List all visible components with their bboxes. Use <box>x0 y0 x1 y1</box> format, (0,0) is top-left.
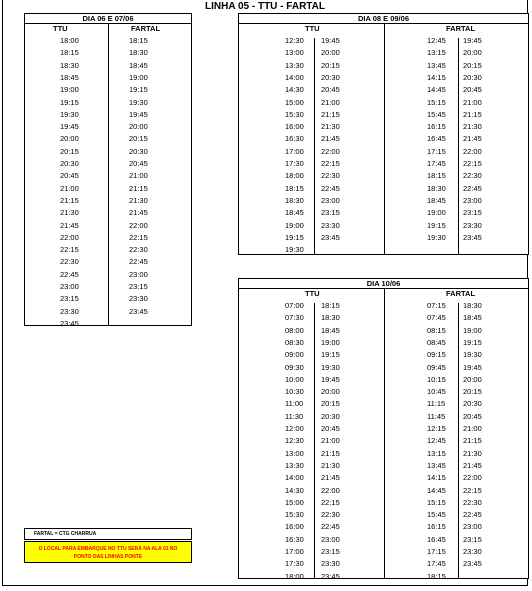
time-cell: 20:00 <box>321 48 340 58</box>
table-heading: DIA 08 E 09/06 <box>239 14 528 24</box>
time-cell: 17:30 <box>285 159 304 168</box>
time-cell: 23:15 <box>321 208 340 218</box>
time-cell: 21:15 <box>321 448 340 458</box>
time-cell: 22:15 <box>60 245 79 255</box>
time-cell: 15:15 <box>427 497 446 507</box>
time-cell: 20:00 <box>463 48 482 58</box>
time-cell: 20:30 <box>321 411 340 421</box>
column-header-fartal: FARTAL <box>446 24 476 33</box>
time-cell: 19:30 <box>285 245 304 255</box>
time-cell: 20:45 <box>60 171 79 181</box>
time-cell: 11:30 <box>285 411 304 421</box>
time-cell: 21:00 <box>321 97 340 107</box>
time-cell: 19:00 <box>321 337 340 347</box>
time-cell: 19:45 <box>321 374 340 384</box>
time-cell: 19:15 <box>60 97 79 107</box>
time-cell: 23:00 <box>463 195 482 205</box>
time-cell: 20:30 <box>60 159 79 168</box>
time-cell: 23:15 <box>129 282 148 291</box>
time-cell: 23:30 <box>463 220 482 230</box>
notice-line-2: PONTO DAS LINHAS PONTE <box>73 554 143 560</box>
time-cell: 20:45 <box>129 159 148 168</box>
time-cell: 10:45 <box>427 387 446 397</box>
time-cell: 21:45 <box>129 208 148 218</box>
time-cell: 08:30 <box>285 337 304 347</box>
time-cell: 18:15 <box>129 36 148 45</box>
time-cell: 21:30 <box>463 122 482 132</box>
time-cell: 20:00 <box>321 387 340 397</box>
legend-note: FARTAL = CTG CHARRUA <box>24 528 192 540</box>
time-cell: 23:45 <box>129 306 148 316</box>
time-cell: 16:00 <box>285 522 304 532</box>
time-cell: 21:45 <box>321 134 340 144</box>
schedule-table-day2 <box>238 13 529 255</box>
time-cell: 18:15 <box>427 171 446 181</box>
time-cell: 22:45 <box>321 183 340 193</box>
time-cell: 21:00 <box>463 97 482 107</box>
time-cell: 19:45 <box>321 36 340 45</box>
time-cell: 14:00 <box>285 72 304 82</box>
time-cell: 18:30 <box>427 183 446 193</box>
time-cell: 22:30 <box>129 245 148 255</box>
time-cell: 21:00 <box>129 171 148 181</box>
time-cell: 15:15 <box>427 97 446 107</box>
time-cell: 22:30 <box>463 171 482 181</box>
time-cell: 23:00 <box>60 282 79 291</box>
time-cell: 18:45 <box>321 325 340 335</box>
time-cell: 16:15 <box>427 522 446 532</box>
time-cell: 20:15 <box>463 60 482 70</box>
column-header-ttu: TTU <box>53 24 68 33</box>
time-cell: 15:30 <box>285 109 304 119</box>
time-cell: 22:45 <box>60 269 79 279</box>
page-frame-bottom <box>2 585 528 586</box>
time-cell: 22:45 <box>463 510 482 520</box>
time-cell: 21:45 <box>463 460 482 470</box>
time-cell: 23:30 <box>60 306 79 316</box>
time-cell: 12:30 <box>285 436 304 446</box>
time-cell: 21:45 <box>60 220 79 230</box>
time-cell: 09:15 <box>427 350 446 360</box>
time-cell: 17:30 <box>285 559 304 569</box>
table-heading: DIA 10/06 <box>239 279 528 289</box>
time-cell: 20:00 <box>463 374 482 384</box>
time-cell: 20:45 <box>463 411 482 421</box>
time-cell: 07:00 <box>285 301 304 310</box>
time-cell: 12:30 <box>285 36 304 45</box>
time-cell: 13:15 <box>427 448 446 458</box>
time-cell: 13:30 <box>285 460 304 470</box>
time-cell: 23:15 <box>60 294 79 304</box>
time-cell: 23:45 <box>60 318 79 328</box>
time-cell: 22:15 <box>129 232 148 242</box>
time-cell: 21:30 <box>129 195 148 205</box>
time-cell: 18:15 <box>321 301 340 310</box>
time-cell: 20:30 <box>463 399 482 409</box>
time-cell: 22:15 <box>463 159 482 168</box>
time-cell: 17:45 <box>427 159 446 168</box>
time-cell: 22:00 <box>463 146 482 156</box>
time-cell: 20:15 <box>321 399 340 409</box>
time-cell: 19:45 <box>60 122 79 132</box>
time-cell: 10:15 <box>427 374 446 384</box>
time-cell: 23:45 <box>463 232 482 242</box>
time-cell: 19:00 <box>427 208 446 218</box>
time-cell: 18:30 <box>285 195 304 205</box>
boarding-notice <box>24 541 192 563</box>
time-cell: 23:30 <box>321 220 340 230</box>
time-cell: 22:15 <box>321 159 340 168</box>
page-title: LINHA 05 - TTU - FARTAL <box>205 1 325 12</box>
time-cell: 18:30 <box>463 301 482 310</box>
time-cell: 20:00 <box>129 122 148 132</box>
time-cell: 18:00 <box>60 36 79 45</box>
time-cell: 14:30 <box>285 85 304 95</box>
time-cell: 22:30 <box>321 510 340 520</box>
time-cell: 14:45 <box>427 485 446 495</box>
page-frame-left <box>2 0 3 586</box>
time-cell: 20:15 <box>60 146 79 156</box>
time-cell: 19:00 <box>285 220 304 230</box>
column-divider-inner <box>458 303 459 578</box>
time-cell: 15:45 <box>427 109 446 119</box>
time-cell: 16:15 <box>427 122 446 132</box>
time-cell: 15:30 <box>285 510 304 520</box>
time-cell: 12:45 <box>427 436 446 446</box>
time-cell: 19:15 <box>463 337 482 347</box>
time-cell: 08:45 <box>427 337 446 347</box>
time-cell: 08:15 <box>427 325 446 335</box>
time-cell: 14:15 <box>427 72 446 82</box>
time-cell: 13:00 <box>285 448 304 458</box>
time-cell: 22:45 <box>129 257 148 267</box>
time-cell: 13:45 <box>427 460 446 470</box>
notice-line-1: O LOCAL PARA EMBARQUE NO TTU SERÁ NA ALA 01 NO <box>38 546 178 552</box>
time-cell: 16:30 <box>285 134 304 144</box>
time-cell: 19:00 <box>463 325 482 335</box>
time-cell: 14:15 <box>427 473 446 483</box>
time-cell: 21:30 <box>321 122 340 132</box>
time-cell: 12:00 <box>285 424 304 433</box>
time-cell: 23:45 <box>321 232 340 242</box>
time-cell: 15:45 <box>427 510 446 520</box>
time-cell: 20:00 <box>60 134 79 144</box>
time-cell: 15:00 <box>285 497 304 507</box>
time-cell: 19:30 <box>60 109 79 119</box>
time-cell: 20:45 <box>463 85 482 95</box>
time-cell: 09:45 <box>427 362 446 372</box>
time-cell: 07:45 <box>427 313 446 323</box>
time-cell: 10:30 <box>285 387 304 397</box>
schedule-table-day3 <box>238 278 529 579</box>
column-header-ttu: TTU <box>305 289 320 298</box>
column-header-fartal: FARTAL <box>131 24 161 33</box>
time-cell: 16:00 <box>285 122 304 132</box>
time-cell: 23:15 <box>463 208 482 218</box>
time-cell: 14:45 <box>427 85 446 95</box>
time-cell: 18:45 <box>285 208 304 218</box>
time-cell: 21:30 <box>60 208 79 218</box>
time-cell: 21:00 <box>60 183 79 193</box>
time-cell: 21:15 <box>129 183 148 193</box>
time-cell: 18:30 <box>60 60 79 70</box>
time-cell: 18:45 <box>463 313 482 323</box>
time-cell: 17:00 <box>285 547 304 556</box>
time-cell: 23:00 <box>321 195 340 205</box>
time-cell: 20:45 <box>321 424 340 433</box>
time-cell: 20:30 <box>321 72 340 82</box>
time-cell: 23:00 <box>463 522 482 532</box>
time-cell: 13:45 <box>427 60 446 70</box>
time-cell: 23:15 <box>321 547 340 556</box>
time-cell: 13:00 <box>285 48 304 58</box>
time-cell: 23:15 <box>463 534 482 544</box>
time-cell: 19:30 <box>129 97 148 107</box>
time-cell: 19:30 <box>427 232 446 242</box>
time-cell: 08:00 <box>285 325 304 335</box>
time-cell: 20:15 <box>129 134 148 144</box>
time-cell: 21:30 <box>463 448 482 458</box>
time-cell: 15:00 <box>285 97 304 107</box>
time-cell: 23:30 <box>129 294 148 304</box>
column-divider-inner <box>458 38 459 254</box>
time-cell: 07:15 <box>427 301 446 310</box>
column-header-fartal: FARTAL <box>446 289 476 298</box>
time-cell: 09:30 <box>285 362 304 372</box>
time-cell: 22:30 <box>321 171 340 181</box>
time-cell: 20:45 <box>321 85 340 95</box>
time-cell: 22:45 <box>321 522 340 532</box>
time-cell: 16:45 <box>427 534 446 544</box>
time-cell: 18:45 <box>129 60 148 70</box>
time-cell: 17:45 <box>427 559 446 569</box>
time-cell: 23:00 <box>129 269 148 279</box>
schedule-table-day1 <box>24 13 192 326</box>
time-cell: 19:00 <box>60 85 79 95</box>
time-cell: 21:00 <box>321 436 340 446</box>
time-cell: 22:00 <box>60 232 79 242</box>
time-cell: 23:30 <box>321 559 340 569</box>
time-cell: 23:30 <box>463 547 482 556</box>
time-cell: 18:15 <box>60 48 79 58</box>
time-cell: 22:00 <box>129 220 148 230</box>
time-cell: 11:00 <box>285 399 304 409</box>
time-cell: 21:15 <box>463 436 482 446</box>
time-cell: 23:45 <box>463 559 482 569</box>
time-cell: 18:15 <box>285 183 304 193</box>
time-cell: 21:30 <box>321 460 340 470</box>
time-cell: 13:15 <box>427 48 446 58</box>
time-cell: 20:30 <box>463 72 482 82</box>
time-cell: 07:30 <box>285 313 304 323</box>
time-cell: 19:45 <box>129 109 148 119</box>
time-cell: 19:30 <box>321 362 340 372</box>
time-cell: 22:00 <box>321 146 340 156</box>
time-cell: 12:45 <box>427 36 446 45</box>
time-cell: 18:15 <box>427 571 446 581</box>
time-cell: 17:15 <box>427 146 446 156</box>
time-cell: 16:30 <box>285 534 304 544</box>
time-cell: 21:45 <box>321 473 340 483</box>
time-cell: 10:00 <box>285 374 304 384</box>
time-cell: 22:00 <box>321 485 340 495</box>
column-divider-inner <box>314 38 315 254</box>
column-header-ttu: TTU <box>305 24 320 33</box>
time-cell: 20:15 <box>463 387 482 397</box>
time-cell: 18:45 <box>60 72 79 82</box>
time-cell: 22:30 <box>463 497 482 507</box>
time-cell: 11:15 <box>427 399 446 409</box>
time-cell: 21:45 <box>463 134 482 144</box>
time-cell: 14:00 <box>285 473 304 483</box>
time-cell: 18:00 <box>285 571 304 581</box>
time-cell: 13:30 <box>285 60 304 70</box>
time-cell: 21:00 <box>463 424 482 433</box>
time-cell: 19:30 <box>463 350 482 360</box>
time-cell: 19:45 <box>463 362 482 372</box>
time-cell: 21:15 <box>60 195 79 205</box>
time-cell: 14:30 <box>285 485 304 495</box>
time-cell: 23:00 <box>321 534 340 544</box>
time-cell: 19:15 <box>285 232 304 242</box>
column-divider <box>384 289 385 578</box>
time-cell: 19:45 <box>463 36 482 45</box>
table-heading: DIA 06 E 07/06 <box>25 14 191 24</box>
time-cell: 11:45 <box>427 411 446 421</box>
time-cell: 22:00 <box>463 473 482 483</box>
time-cell: 20:15 <box>321 60 340 70</box>
time-cell: 20:30 <box>129 146 148 156</box>
time-cell: 18:30 <box>321 313 340 323</box>
time-cell: 12:15 <box>427 424 446 433</box>
time-cell: 23:45 <box>321 571 340 581</box>
time-cell: 22:30 <box>60 257 79 267</box>
time-cell: 16:45 <box>427 134 446 144</box>
time-cell: 18:00 <box>285 171 304 181</box>
time-cell: 19:15 <box>427 220 446 230</box>
time-cell: 18:30 <box>129 48 148 58</box>
column-divider-inner <box>314 303 315 578</box>
time-cell: 22:15 <box>321 497 340 507</box>
column-divider <box>384 24 385 254</box>
time-cell: 17:15 <box>427 547 446 556</box>
time-cell: 22:45 <box>463 183 482 193</box>
time-cell: 21:15 <box>321 109 340 119</box>
time-cell: 18:45 <box>427 195 446 205</box>
time-cell: 09:00 <box>285 350 304 360</box>
time-cell: 22:15 <box>463 485 482 495</box>
time-cell: 19:00 <box>129 72 148 82</box>
column-divider <box>108 24 109 325</box>
time-cell: 19:15 <box>321 350 340 360</box>
time-cell: 17:00 <box>285 146 304 156</box>
time-cell: 19:15 <box>129 85 148 95</box>
time-cell: 21:15 <box>463 109 482 119</box>
